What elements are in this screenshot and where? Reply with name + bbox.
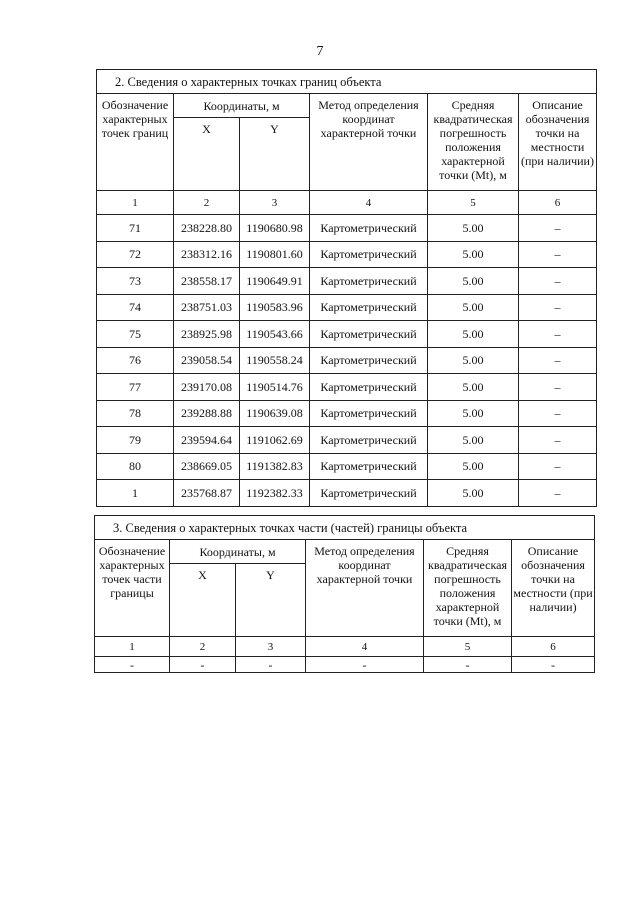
- cell-description: –: [519, 347, 597, 374]
- table-row: [95, 657, 595, 673]
- cell-y: -: [236, 657, 306, 673]
- cell-description: –: [519, 321, 597, 348]
- header-designation: Обозначение характерных точек границ: [97, 94, 174, 191]
- cell-x: 238751.03: [174, 294, 240, 321]
- header-description: Описание обозначения точки на местности (при наличии): [512, 540, 595, 637]
- cell-mt: 5.00: [428, 321, 519, 348]
- header-y: Y: [240, 118, 310, 191]
- cell-method: Картометрический: [310, 453, 428, 480]
- cell-point: 79: [97, 427, 174, 454]
- cell-mt: 5.00: [428, 453, 519, 480]
- cell-mt: 5.00: [428, 427, 519, 454]
- cell-mt: 5.00: [428, 215, 519, 242]
- cell-mt: 5.00: [428, 400, 519, 427]
- cell-mt: 5.00: [428, 480, 519, 507]
- cell-y: 1190514.76: [240, 374, 310, 401]
- cell-y: 1190583.96: [240, 294, 310, 321]
- cell-method: Картометрический: [310, 321, 428, 348]
- cell-x: 238228.80: [174, 215, 240, 242]
- page-number: 7: [316, 44, 324, 59]
- cell-y: 1191062.69: [240, 427, 310, 454]
- cell-description: –: [519, 374, 597, 401]
- section-title: 3. Сведения о характерных точках части (частей) границы объекта: [95, 516, 595, 540]
- cell-description: –: [519, 480, 597, 507]
- cell-point: 71: [97, 215, 174, 242]
- cell-x: 238925.98: [174, 321, 240, 348]
- header-coordinates: Координаты, м: [174, 94, 310, 118]
- column-number: 2: [170, 637, 236, 657]
- header-description: Описание обозначения точки на местности (при наличии): [519, 94, 597, 191]
- boundary-points-body: [97, 215, 597, 507]
- header-y: Y: [236, 564, 306, 637]
- cell-point: 78: [97, 400, 174, 427]
- header-method: Метод определения координат характерной точки: [306, 540, 424, 637]
- cell-y: 1191382.83: [240, 453, 310, 480]
- column-number: 3: [240, 191, 310, 215]
- cell-point: 73: [97, 268, 174, 295]
- cell-point: 74: [97, 294, 174, 321]
- cell-y: 1190801.60: [240, 241, 310, 268]
- cell-y: 1190649.91: [240, 268, 310, 295]
- column-number: 2: [174, 191, 240, 215]
- cell-description: –: [519, 400, 597, 427]
- table-row: [97, 400, 597, 427]
- cell-point: 75: [97, 321, 174, 348]
- cell-method: Картометрический: [310, 215, 428, 242]
- cell-mt: 5.00: [428, 268, 519, 295]
- cell-description: –: [519, 427, 597, 454]
- cell-x: 238669.05: [174, 453, 240, 480]
- header-accuracy: Средняя квадратическая погрешность положения характерной точки (Mt), м: [428, 94, 519, 191]
- cell-y: 1190543.66: [240, 321, 310, 348]
- cell-y: 1190680.98: [240, 215, 310, 242]
- table-row: [97, 374, 597, 401]
- cell-x: -: [170, 657, 236, 673]
- column-number: 5: [428, 191, 519, 215]
- table-row: [97, 294, 597, 321]
- cell-method: Картометрический: [310, 400, 428, 427]
- table-row: [97, 321, 597, 348]
- cell-method: -: [306, 657, 424, 673]
- section-title: 2. Сведения о характерных точках границ объекта: [97, 70, 597, 94]
- table-row: [97, 268, 597, 295]
- column-number: 5: [424, 637, 512, 657]
- table-row: [97, 215, 597, 242]
- table-row: [97, 241, 597, 268]
- cell-description: –: [519, 215, 597, 242]
- cell-point: 80: [97, 453, 174, 480]
- column-number: 6: [519, 191, 597, 215]
- table-row: [97, 453, 597, 480]
- table-row: [97, 480, 597, 507]
- cell-description: –: [519, 294, 597, 321]
- partial-boundary-points-table: [94, 515, 595, 673]
- cell-x: 239058.54: [174, 347, 240, 374]
- cell-x: 238558.17: [174, 268, 240, 295]
- cell-point: 77: [97, 374, 174, 401]
- cell-method: Картометрический: [310, 294, 428, 321]
- cell-mt: 5.00: [428, 374, 519, 401]
- cell-point: 76: [97, 347, 174, 374]
- cell-method: Картометрический: [310, 268, 428, 295]
- column-number: 1: [97, 191, 174, 215]
- cell-point: 72: [97, 241, 174, 268]
- partial-boundary-points-body: [95, 657, 595, 673]
- cell-method: Картометрический: [310, 427, 428, 454]
- cell-y: 1190558.24: [240, 347, 310, 374]
- column-number: 1: [95, 637, 170, 657]
- cell-description: –: [519, 241, 597, 268]
- cell-x: 239288.88: [174, 400, 240, 427]
- cell-method: Картометрический: [310, 241, 428, 268]
- cell-mt: -: [424, 657, 512, 673]
- cell-method: Картометрический: [310, 347, 428, 374]
- header-accuracy: Средняя квадратическая погрешность положения характерной точки (Mt), м: [424, 540, 512, 637]
- column-number: 4: [306, 637, 424, 657]
- cell-x: 239170.08: [174, 374, 240, 401]
- cell-mt: 5.00: [428, 347, 519, 374]
- header-coordinates: Координаты, м: [170, 540, 306, 564]
- table-row: [97, 347, 597, 374]
- cell-description: –: [519, 268, 597, 295]
- cell-mt: 5.00: [428, 241, 519, 268]
- cell-y: 1192382.33: [240, 480, 310, 507]
- cell-method: Картометрический: [310, 374, 428, 401]
- cell-y: 1190639.08: [240, 400, 310, 427]
- cell-method: Картометрический: [310, 480, 428, 507]
- column-number: 6: [512, 637, 595, 657]
- boundary-points-table: [96, 69, 597, 507]
- cell-description: –: [519, 453, 597, 480]
- header-x: X: [174, 118, 240, 191]
- header-method: Метод определения координат характерной точки: [310, 94, 428, 191]
- column-number: 3: [236, 637, 306, 657]
- cell-x: 235768.87: [174, 480, 240, 507]
- cell-x: 239594.64: [174, 427, 240, 454]
- cell-mt: 5.00: [428, 294, 519, 321]
- cell-point: 1: [97, 480, 174, 507]
- header-x: X: [170, 564, 236, 637]
- cell-point: -: [95, 657, 170, 673]
- cell-x: 238312.16: [174, 241, 240, 268]
- header-designation: Обозначение характерных точек части границы: [95, 540, 170, 637]
- cell-description: -: [512, 657, 595, 673]
- table-row: [97, 427, 597, 454]
- column-number: 4: [310, 191, 428, 215]
